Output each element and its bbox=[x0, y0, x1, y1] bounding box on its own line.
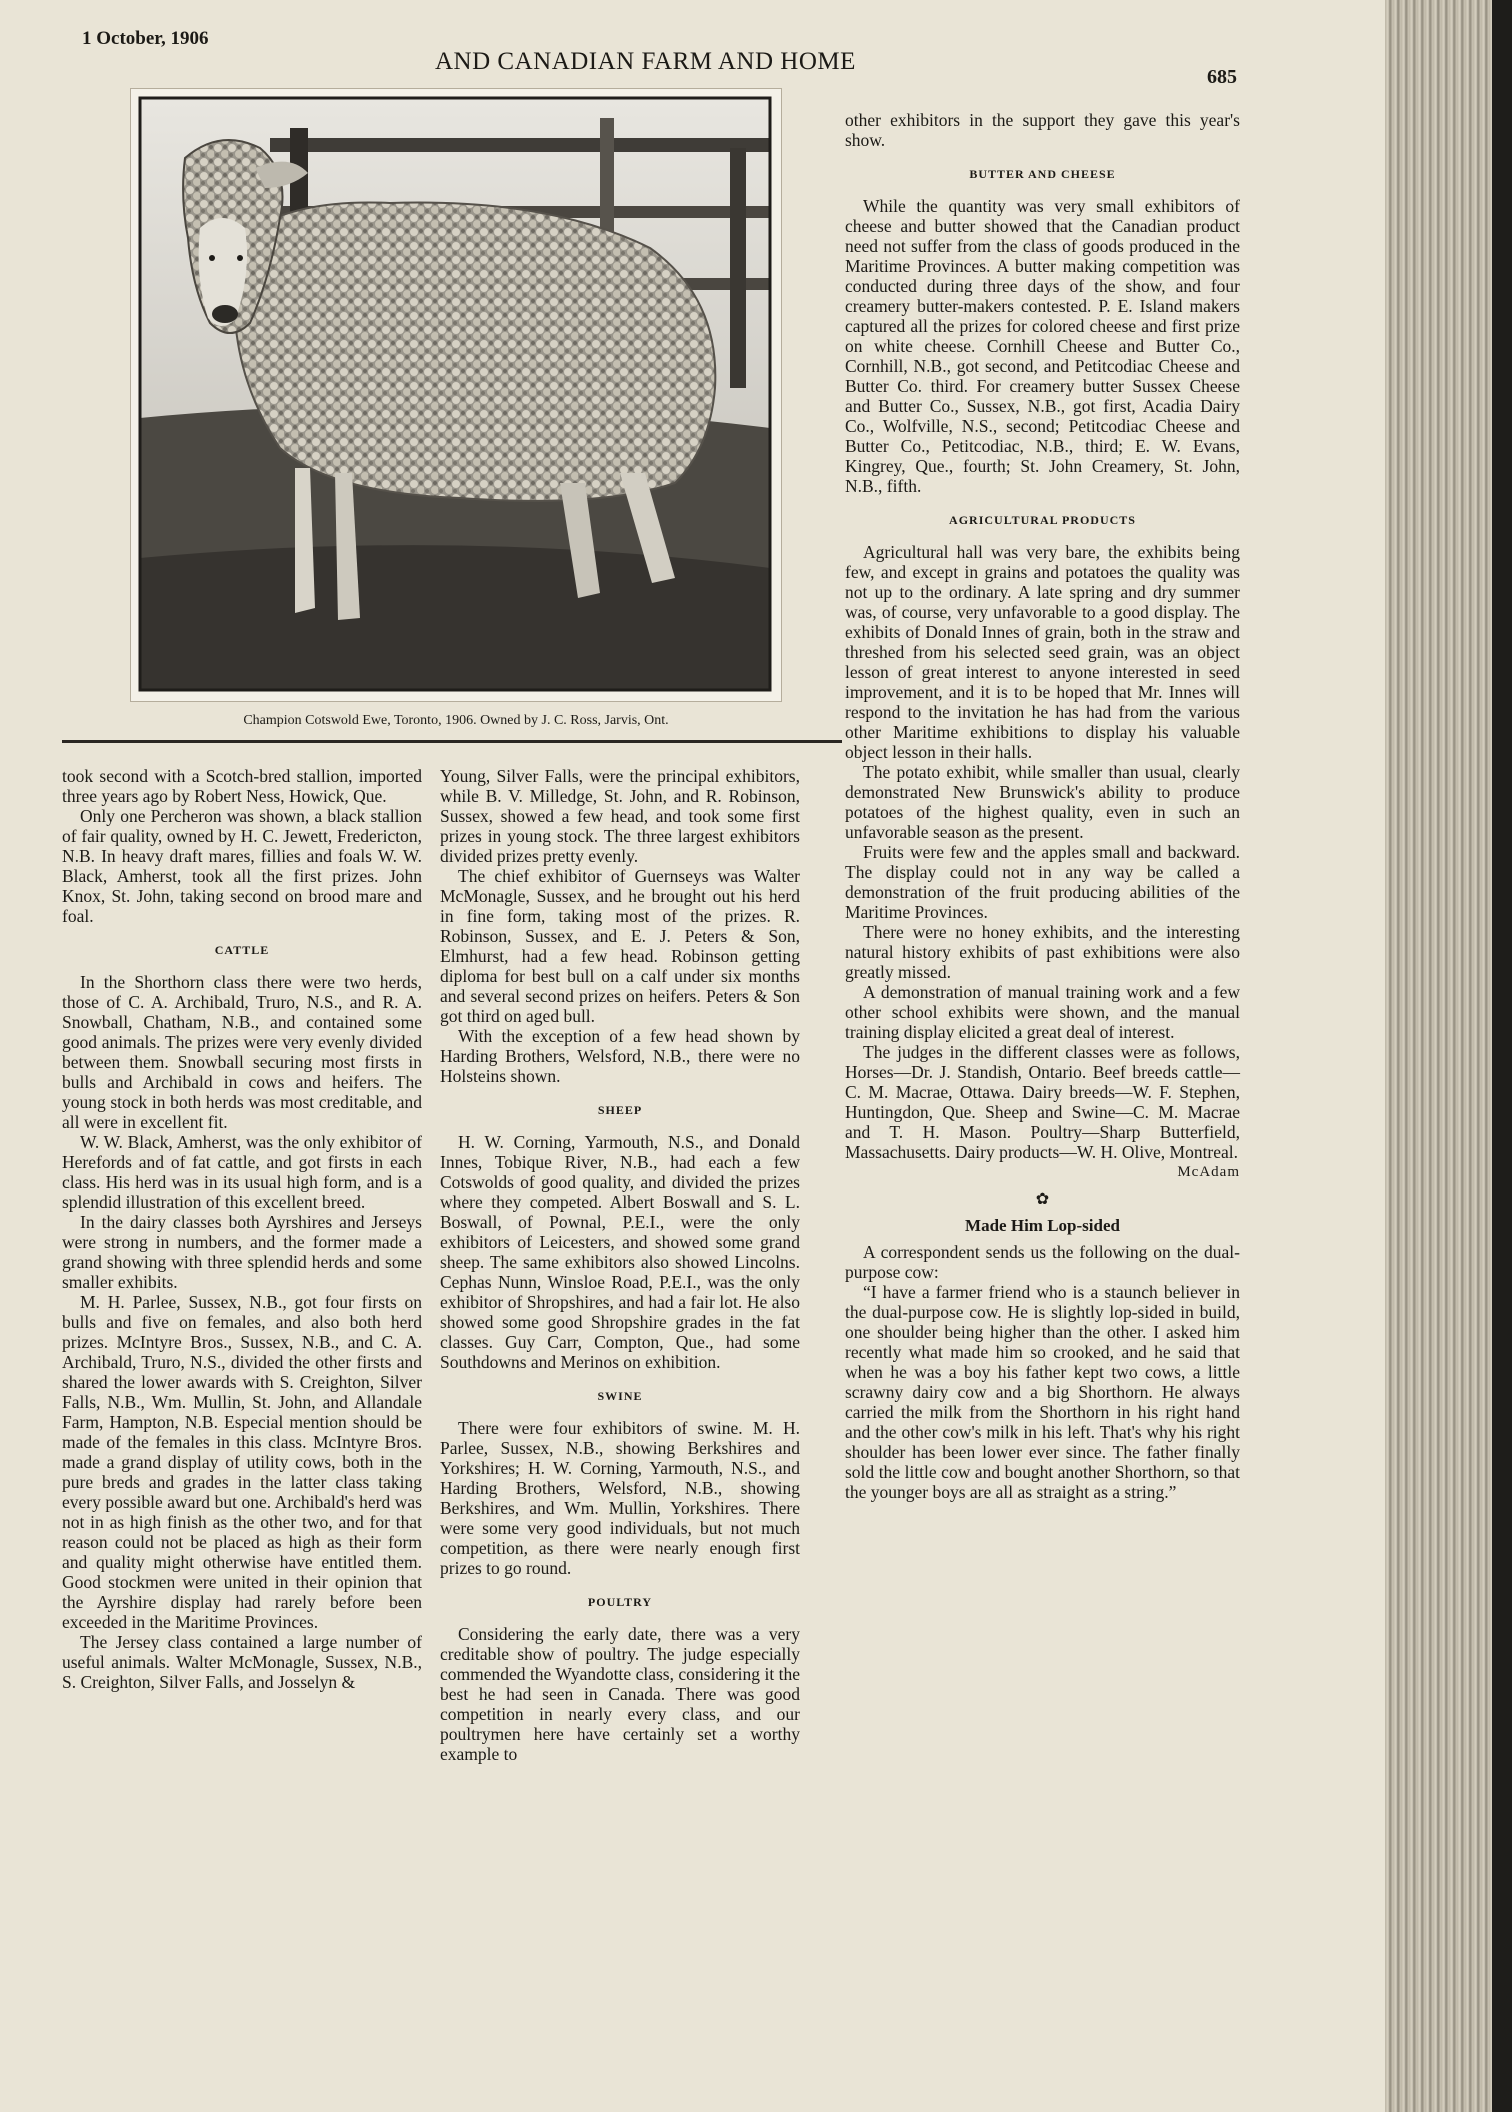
fleuron-ornament-icon: ✿ bbox=[1035, 1191, 1050, 1208]
section-rule bbox=[62, 740, 842, 743]
paragraph: took second with a Scotch-bred stallion, imported three years ago by Robert Ness, Howick, Que. bbox=[62, 766, 422, 806]
article-heading: Made Him Lop-sided bbox=[965, 1216, 1120, 1235]
paragraph: Young, Silver Falls, were the principal exhibitors, while B. V. Milledge, St. John, and R. Robinson, Sussex, showed a few head, and took some first prizes in young stock. The three largest exhibitors divided prizes pretty evenly. bbox=[440, 766, 800, 866]
section-heading-sheep: SHEEP bbox=[597, 1103, 643, 1117]
section-heading-cattle: CATTLE bbox=[214, 943, 270, 957]
paragraph: In the dairy classes both Ayrshires and Jerseys were strong in numbers, and the former made a grand showing with three splendid herds and some smaller exhibits. bbox=[62, 1212, 422, 1292]
paragraph: In the Shorthorn class there were two herds, those of C. A. Archibald, Truro, N.S., and R. A. Snowball, Chatham, N.B., and contained some good animals. The prizes were very evenly divided between them. Snowball securing most firsts in bulls and Archibald in cows and heifers. The young stock in both herds was most creditable, and all were in excellent fit. bbox=[62, 972, 422, 1132]
paragraph: Agricultural hall was very bare, the exhibits being few, and except in grains and potatoes the quality was not up to the ordinary. A late spring and dry summer was, of course, very unfavorable to a good display. The exhibits of Donald Innes of grain, both in the straw and threshed from his selected seed grain, was an object lesson of great interest to anyone interested in seed improvement, and it is to be hoped that Mr. Innes will respond to the invitation he has had from the various other Maritime exhibitions to display his valuable object lesson in their halls. bbox=[845, 542, 1240, 762]
section-heading-butter-cheese: BUTTER AND CHEESE bbox=[969, 167, 1116, 181]
column-1 bbox=[62, 766, 422, 1692]
paragraph: other exhibitors in the support they gave this year's show. bbox=[845, 110, 1240, 150]
issue-date: 1 October, 1906 bbox=[82, 28, 209, 49]
column-3 bbox=[845, 110, 1240, 1502]
column-2 bbox=[440, 766, 800, 1764]
section-heading-poultry: POULTRY bbox=[587, 1595, 653, 1609]
paragraph: Only one Percheron was shown, a black stallion of fair quality, owned by H. C. Jewett, Fredericton, N.B. In heavy draft mares, fillies and foals W. W. Black, Amherst, took all the first prizes. John Knox, St. John, taking second on brood mare and foal. bbox=[62, 806, 422, 926]
paragraph: Fruits were few and the apples small and backward. The display could not in any way be called a demonstration of the fruit producing abilities of the Maritime Provinces. bbox=[845, 842, 1240, 922]
paragraph: The potato exhibit, while smaller than usual, clearly demonstrated New Brunswick's ability to produce potatoes of the highest quality, even in such an unfavorable season as the present. bbox=[845, 762, 1240, 842]
paragraph: “I have a farmer friend who is a staunch believer in the dual-purpose cow. He is slightly lop-sided in build, one shoulder being higher than the other. I asked him recently what made him so crooked, and he said that when he was a boy his father kept two cows, a little scrawny dairy cow and a big Shorthorn. He always carried the milk from the Shorthorn in his right hand and the other cow's milk in his left. That's why his right shoulder has been lower ever since. The father finally sold the little cow and bought another Shorthorn, so that the younger boys are all as straight as a string.” bbox=[845, 1282, 1240, 1502]
paragraph: There were no honey exhibits, and the interesting natural history exhibits of past exhibitions were also greatly missed. bbox=[845, 922, 1240, 982]
paragraph: M. H. Parlee, Sussex, N.B., got four firsts on bulls and five on females, and also both herd prizes. McIntyre Bros., Sussex, N.B., and C. A. Archibald, Truro, N.S., divided the other firsts and shared the lower awards with S. Creighton, Silver Falls, N.B., Wm. Mullin, St. John, and Allandale Farm, Hampton, N.B. Especial mention should be made of the females in this class. McIntyre Bros. made a grand display of utility cows, both in the pure breds and grades in the latter class taking every possible award but one. Archibald's herd was not in as high finish as the other two, and for that reason could not be placed as high as their form and quality might otherwise have entitled them. Good stockmen were united in their opinion that the Ayrshire display had rarely before been exceeded in the Maritime Provinces. bbox=[62, 1292, 422, 1632]
photo-caption: Champion Cotswold Ewe, Toronto, 1906. Owned by J. C. Ross, Jarvis, Ont. bbox=[243, 713, 669, 728]
paragraph: The chief exhibitor of Guernseys was Walter McMonagle, Sussex, and he brought out his herd in fine form, taking most of the prizes. R. Robinson, Sussex, and E. J. Peters & Son, Elmhurst, had a few head. Robinson getting diploma for best bull on a calf under six months and several second prizes on heifers. Peters & Son got third on aged bull. bbox=[440, 866, 800, 1026]
paragraph: The Jersey class contained a large number of useful animals. Walter McMonagle, Sussex, N.B., S. Creighton, Silver Falls, and Josselyn & bbox=[62, 1632, 422, 1692]
sheep-photograph bbox=[130, 88, 780, 700]
section-heading-agricultural-products: AGRICULTURAL PRODUCTS bbox=[949, 513, 1136, 527]
author-signature: McAdam bbox=[1177, 1164, 1240, 1180]
section-heading-swine: SWINE bbox=[597, 1389, 643, 1403]
paragraph: Considering the early date, there was a very creditable show of poultry. The judge especially commended the Wyandotte class, considering it the best he had seen in Canada. There was good competition in nearly every class, and our poultrymen here have certainly set a worthy example to bbox=[440, 1624, 800, 1764]
paragraph: With the exception of a few head shown by Harding Brothers, Welsford, N.B., there were no Holsteins shown. bbox=[440, 1026, 800, 1086]
running-title: AND CANADIAN FARM AND HOME bbox=[435, 48, 856, 75]
book-spine-shadow bbox=[1492, 0, 1512, 2112]
paragraph: A demonstration of manual training work and a few other school exhibits were shown, and the manual training display elicited a great deal of interest. bbox=[845, 982, 1240, 1042]
paragraph: While the quantity was very small exhibitors of cheese and butter showed that the Canadian product need not suffer from the class of goods produced in the Maritime Provinces. A butter making competition was conducted during three days of the show, and four creamery butter-makers contested. P. E. Island makers captured all the prizes for colored cheese and first prize on white cheese. Cornhill Cheese and Butter Co., Cornhill, N.B., got second, and Petitcodiac Cheese and Butter Co. third. For creamery butter Sussex Cheese and Butter Co., Sussex, N.B., got first, Acadia Dairy Co., Wolfville, N.S., second; Petitcodiac Cheese and Butter Co., Petitcodiac, N.B., third; E. W. Evans, Kingrey, Que., fourth; St. John Creamery, St. John, N.B., fifth. bbox=[845, 196, 1240, 496]
paragraph: W. W. Black, Amherst, was the only exhibitor of Herefords and of fat cattle, and got firsts in each class. His herd was in its usual high form, and is a splendid illustration of this excellent breed. bbox=[62, 1132, 422, 1212]
paragraph: H. W. Corning, Yarmouth, N.S., and Donald Innes, Tobique River, N.B., had each a few Cotswolds of good quality, and divided the prizes where they competed. Albert Boswall and S. L. Boswall, of Pownal, P.E.I., were the only exhibitors of Leicesters, and showed some grand sheep. The same exhibitors also showed Lincolns. Cephas Nunn, Winsloe Road, P.E.I., was the only exhibitor of Shropshires, and had a fair lot. He also showed some good Shropshire grades in the fat classes. Guy Carr, Compton, Que., had some Southdowns and Merinos on exhibition. bbox=[440, 1132, 800, 1372]
paragraph: The judges in the different classes were as follows, Horses—Dr. J. Standish, Ontario. Beef breeds cattle—C. M. Macrae, Ottawa. Dairy breeds—W. F. Stephen, Huntingdon, Que. Sheep and Swine—C. M. Macrae and T. H. Mason. Poultry—Sharp Butterfield, Massachusetts. Dairy products—W. H. Olive, Montreal. bbox=[845, 1042, 1240, 1162]
page-number: 685 bbox=[1207, 66, 1237, 88]
paragraph: There were four exhibitors of swine. M. H. Parlee, Sussex, N.B., showing Berkshires and Yorkshires; H. W. Corning, Yarmouth, N.S., and Harding Brothers, Welsford, N.B., showing Berkshires, and Wm. Mullin, Yorkshires. There were some very good individuals, but not much competition, as there were nearly enough first prizes to go round. bbox=[440, 1418, 800, 1578]
paragraph: A correspondent sends us the following on the dual-purpose cow: bbox=[845, 1242, 1240, 1282]
